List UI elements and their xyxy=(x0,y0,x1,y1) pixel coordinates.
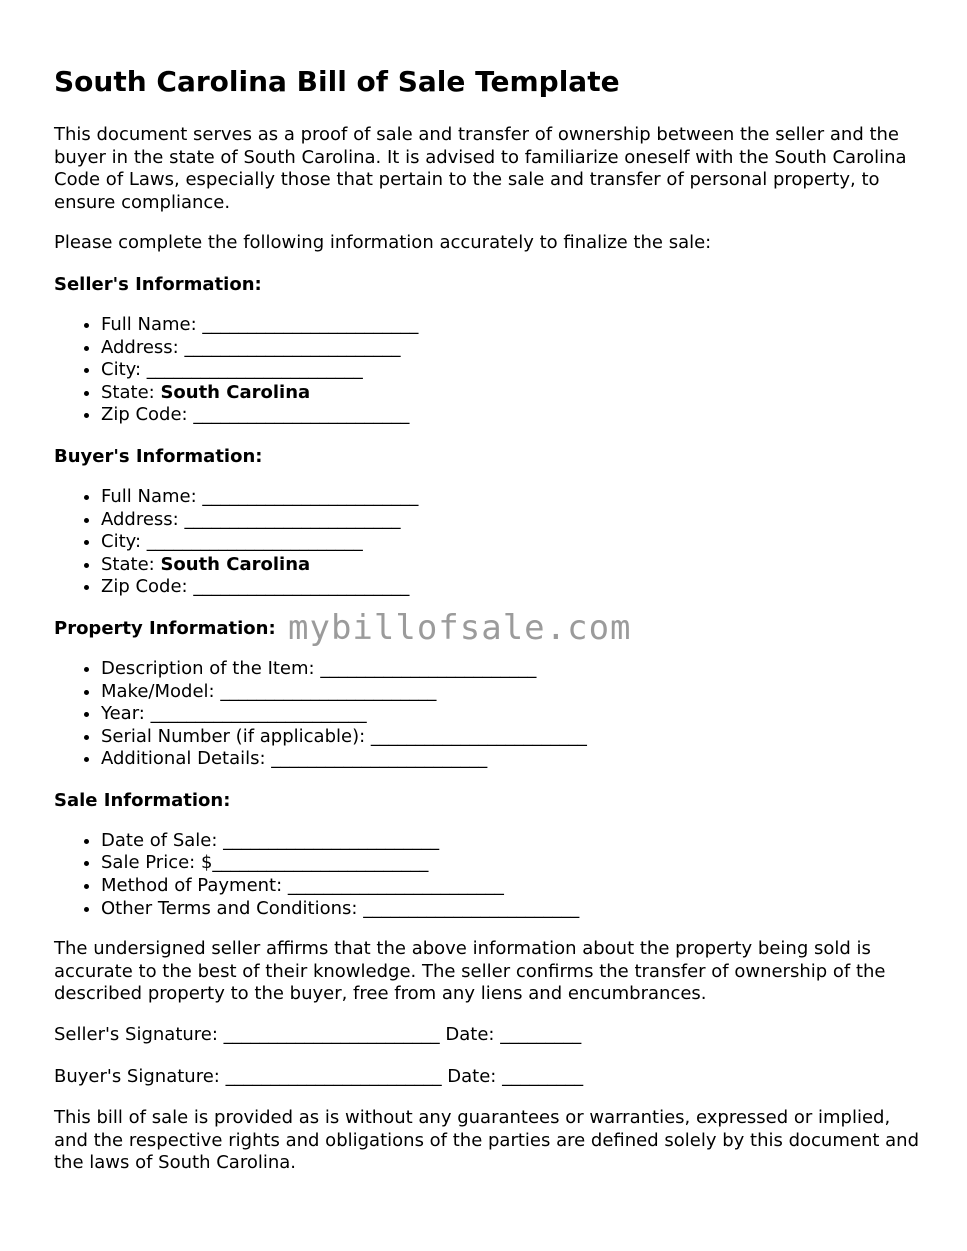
field-label: Method of Payment: xyxy=(101,875,288,897)
blank-line: ________________________ xyxy=(184,508,401,530)
list-item xyxy=(101,359,924,382)
field-label: Seller's Signature: xyxy=(54,1024,224,1046)
list-item xyxy=(101,554,924,577)
state-value: South Carolina xyxy=(160,553,311,575)
field-label: Full Name: xyxy=(101,485,203,507)
list-item xyxy=(101,748,924,771)
blank-line: ________________________ xyxy=(370,725,587,747)
property-heading: Property Information: xyxy=(54,617,276,639)
list-item xyxy=(101,576,924,599)
field-label: Zip Code: xyxy=(101,404,194,426)
blank-line: ________________________ xyxy=(287,875,504,897)
page-title: South Carolina Bill of Sale Template xyxy=(54,65,620,98)
blank-line: ________________________ xyxy=(202,313,419,335)
field-label: State: xyxy=(101,381,161,403)
field-label: Sale Price: $ xyxy=(101,852,213,874)
field-label: State: xyxy=(101,553,161,575)
buyer-heading: Buyer's Information: xyxy=(54,445,263,467)
list-item xyxy=(101,658,924,681)
blank-line: ________________________ xyxy=(220,680,437,702)
affirmation-paragraph: The undersigned seller affirms that the above information about the property being sold is accurate to the best of their knowledge. The seller confirms the transfer of ownership of the described property to the buyer, free from any liens and encumbrances. xyxy=(54,938,886,1005)
blank-line: ________________________ xyxy=(223,829,440,851)
field-label: Serial Number (if applicable): xyxy=(101,725,371,747)
field-label: Description of the Item: xyxy=(101,657,321,679)
blank-line: ________________________ xyxy=(363,897,580,919)
blank-line: ________________________ xyxy=(212,852,429,874)
intro-paragraph: This document serves as a proof of sale and transfer of ownership between the seller and the buyer in the state of South Carolina. It is advised to familiarize oneself with the South Carolina Code of Laws, especially those that pertain to the sale and transfer of personal property, to ensure compliance. xyxy=(54,124,907,213)
field-label: Year: xyxy=(101,703,151,725)
blank-line: ________________________ xyxy=(225,1065,442,1087)
field-label: Date: xyxy=(441,1065,503,1087)
blank-line: _________ xyxy=(502,1065,584,1087)
list-item xyxy=(101,531,924,554)
state-value: South Carolina xyxy=(160,381,311,403)
field-label: Full Name: xyxy=(101,313,203,335)
blank-line: ________________________ xyxy=(271,748,488,770)
seller-list xyxy=(54,314,924,427)
list-item xyxy=(101,509,924,532)
list-item xyxy=(101,703,924,726)
seller-heading: Seller's Information: xyxy=(54,273,262,295)
field-label: City: xyxy=(101,359,147,381)
buyer-signature-line xyxy=(54,1066,924,1089)
blank-line: ________________________ xyxy=(150,703,367,725)
field-label: Make/Model: xyxy=(101,680,221,702)
list-item xyxy=(101,726,924,749)
blank-line: ________________________ xyxy=(184,336,401,358)
list-item xyxy=(101,898,924,921)
blank-line: ________________________ xyxy=(223,1024,440,1046)
blank-line: ________________________ xyxy=(320,657,537,679)
disclaimer-paragraph: This bill of sale is provided as is without any guarantees or warranties, expressed or implied, and the respective rights and obligations of the parties are defined solely by this document and the laws of South Carolina. xyxy=(54,1107,919,1174)
field-label: Date: xyxy=(439,1024,501,1046)
list-item xyxy=(101,404,924,427)
blank-line: ________________________ xyxy=(146,531,363,553)
watermark-text: mybillofsale.com xyxy=(288,608,632,648)
seller-signature-line xyxy=(54,1024,924,1047)
blank-line: ________________________ xyxy=(146,359,363,381)
field-label: City: xyxy=(101,531,147,553)
field-label: Additional Details: xyxy=(101,748,272,770)
list-item xyxy=(101,681,924,704)
list-item xyxy=(101,486,924,509)
field-label: Address: xyxy=(101,336,185,358)
blank-line: ________________________ xyxy=(202,485,419,507)
blank-line: ________________________ xyxy=(193,404,410,426)
sale-heading: Sale Information: xyxy=(54,789,231,811)
list-item xyxy=(101,337,924,360)
field-label: Buyer's Signature: xyxy=(54,1065,226,1087)
list-item xyxy=(101,382,924,405)
field-label: Zip Code: xyxy=(101,576,194,598)
instruction-text: Please complete the following information accurately to finalize the sale: xyxy=(54,232,712,254)
list-item xyxy=(101,852,924,875)
blank-line: _________ xyxy=(500,1024,582,1046)
property-list xyxy=(54,658,924,771)
list-item xyxy=(101,875,924,898)
sale-list xyxy=(54,830,924,920)
field-label: Address: xyxy=(101,508,185,530)
list-item xyxy=(101,314,924,337)
field-label: Date of Sale: xyxy=(101,829,224,851)
blank-line: ________________________ xyxy=(193,576,410,598)
list-item xyxy=(101,830,924,853)
field-label: Other Terms and Conditions: xyxy=(101,897,364,919)
buyer-list xyxy=(54,486,924,599)
